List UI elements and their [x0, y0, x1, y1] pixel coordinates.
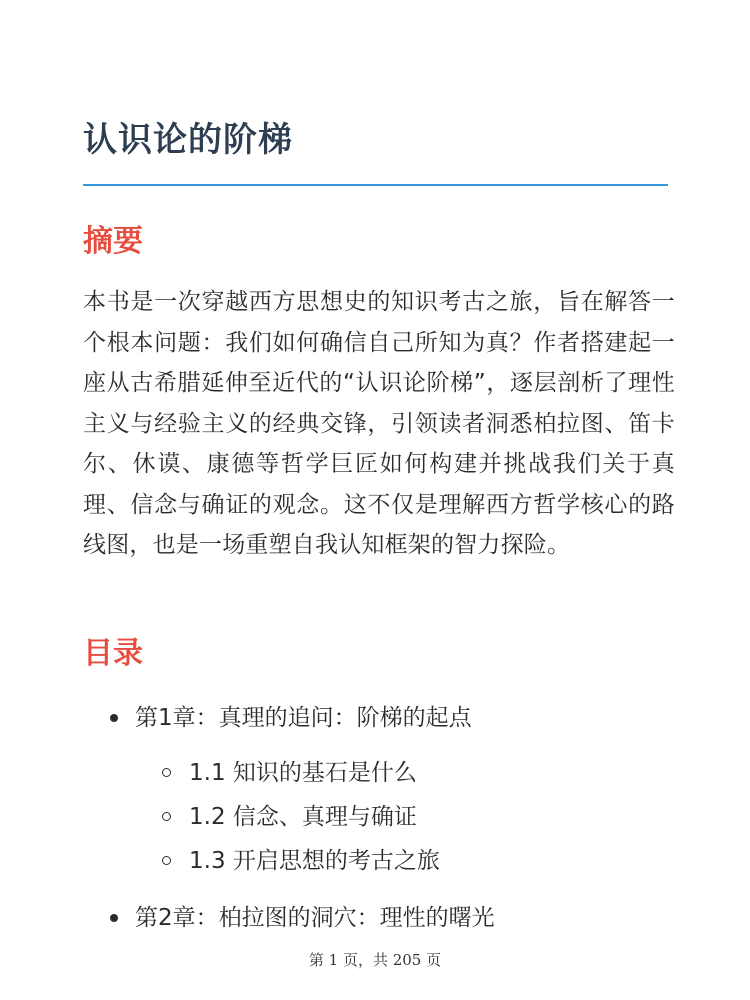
toc-section-label: 1.3 开启思想的考古之旅 — [189, 848, 440, 874]
toc-chapter-label: 第2章：柏拉图的洞穴：理性的曙光 — [135, 905, 495, 931]
toc-section-label: 1.1 知识的基石是什么 — [189, 760, 417, 786]
toc-chapter-label: 第1章：真理的追问：阶梯的起点 — [135, 705, 472, 731]
toc-section-label: 1.2 信念、真理与确证 — [189, 804, 417, 830]
abstract-paragraph: 本书是一次穿越西方思想史的知识考古之旅，旨在解答一个根本问题：我们如何确信自己所知为真？作者搭建起一座从古希腊延伸至近代的“认识论阶梯”，逐层剖析了理性主义与经验主义的经典交锋，引领读者洞悉柏拉图、笛卡尔、休谟、康德等哲学巨匠如何构建并挑战我们关于真理、信念与确证的观念。这不仅是理解西方哲学核心的路线图，也是一场重塑自我认知框架的智力探险。 — [83, 289, 675, 558]
bullet-circle-icon — [162, 812, 171, 821]
bullet-disc-icon — [110, 714, 118, 722]
bullet-disc-icon — [110, 914, 118, 922]
page-number-footer: 第 1 页，共 205 页 — [308, 951, 442, 969]
title-divider — [83, 184, 668, 186]
book-title: 认识论的阶梯 — [83, 120, 293, 160]
bullet-circle-icon — [162, 768, 171, 777]
toc-heading: 目录 — [83, 636, 143, 671]
bullet-circle-icon — [162, 856, 171, 865]
abstract-heading: 摘要 — [83, 224, 143, 259]
